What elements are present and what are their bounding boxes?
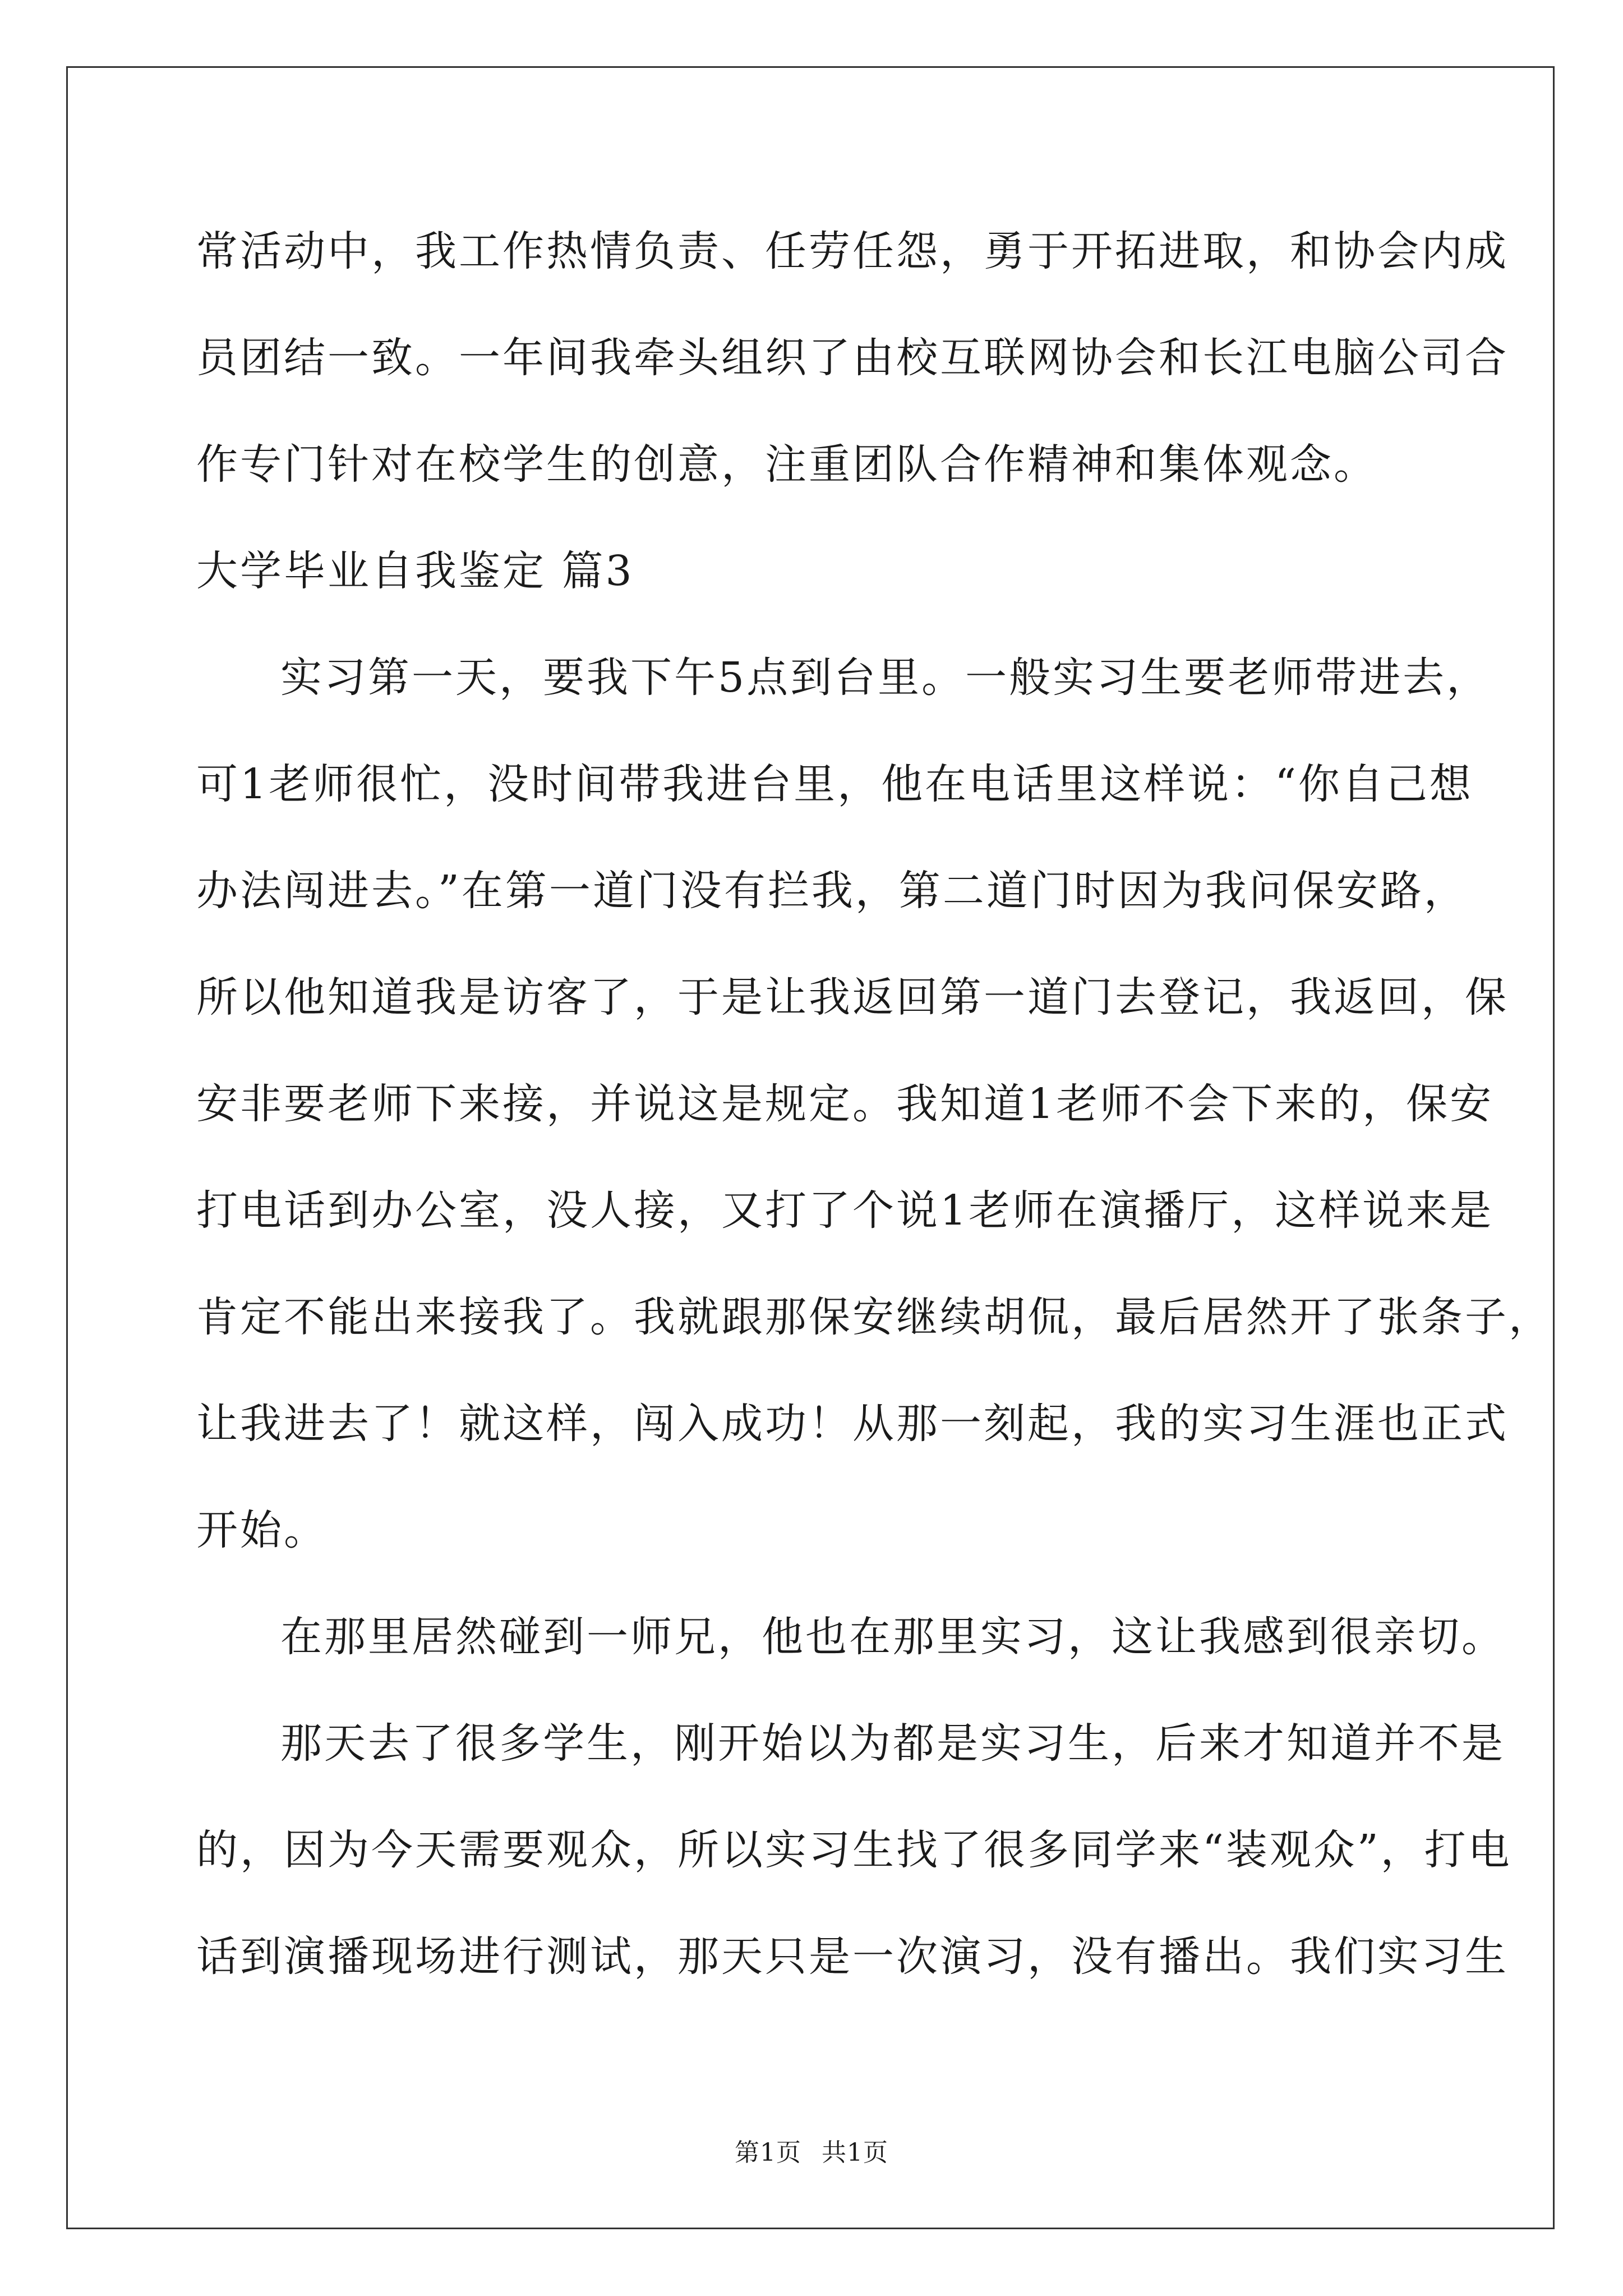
text-line: 打电话到办公室，没人接，又打了个说1老师在演播厅，这样说来是 (196, 1186, 1494, 1235)
text-line: 办法闯进去。”在第一道门没有拦我，第二道门时因为我问保安路， (196, 867, 1468, 915)
text-line: 让我进去了！就这样，闯入成功！从那一刻起，我的实习生涯也正式 (196, 1400, 1509, 1448)
page-total: 共1页 (822, 2138, 888, 2167)
text-line: 常活动中，我工作热情负责、任劳任怨，勇于开拓进取，和协会内成 (196, 227, 1509, 275)
text-line: 作专门针对在校学生的创意，注重团队合作精神和集体观念。 (196, 440, 1377, 489)
text-line: 安非要老师下来接，并说这是规定。我知道1老师不会下来的，保安 (196, 1080, 1494, 1128)
text-line: 的，因为今天需要观众，所以实习生找了很多同学来“装观众”，打电 (196, 1826, 1512, 1874)
page-number: 第1页 (735, 2138, 801, 2167)
text-line: 可1老师很忙，没时间带我进台里，他在电话里这样说：“你自己想 (196, 760, 1473, 808)
document-body (196, 218, 1552, 2030)
paragraph-first-line: 实习第一天，要我下午5点到台里。一般实习生要老师带进去， (280, 654, 1491, 702)
section-heading: 大学毕业自我鉴定 篇3 (196, 547, 634, 595)
text-line: 开始。 (196, 1506, 328, 1554)
text-line: 所以他知道我是访客了，于是让我返回第一道门去登记，我返回，保 (196, 973, 1509, 1022)
text-line: 员团结一致。一年间我牵头组织了由校互联网协会和长江电脑公司合 (196, 334, 1509, 382)
paragraph-first-line: 在那里居然碰到一师兄，他也在那里实习，这让我感到很亲切。 (280, 1613, 1505, 1661)
text-line: 话到演播现场进行测试，那天只是一次演习，没有播出。我们实习生 (196, 1932, 1509, 1981)
text-line: 肯定不能出来接我了。我就跟那保安继续胡侃，最后居然开了张条子， (196, 1293, 1552, 1341)
paragraph-first-line: 那天去了很多学生，刚开始以为都是实习生，后来才知道并不是 (280, 1719, 1505, 1768)
page-footer (0, 2136, 1623, 2170)
